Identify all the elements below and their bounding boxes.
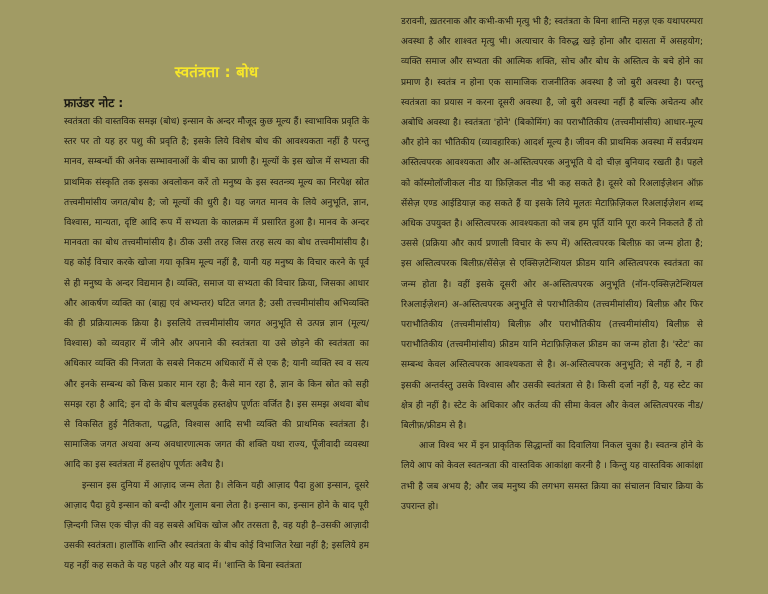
right-column — [401, 12, 703, 517]
left-paragraph-2: इन्सान इस दुनिया में आज़ाद जन्म लेता है। लेकिन यही आज़ाद पैदा हुआ इन्सान, दूसरे आज़ाद पैदा हुये इन्सान को बन्दी और गुलाम बना लेता है। इन्सान का, इन्सान होने के बाद पूरी ज़िन्दगी जिस एक चीज़ की वह सबसे अधिक खोज और तरसता है, वह यही है–उसकी आज़ादी उसकी स्वतंत्रता। हालाँकि शान्ति और स्वतंत्रता के बीच कोई विभाजित रेखा नहीं है; इसलिये हम यह नहीं कह सकते के यह पहले और यह बाद में। 'शान्ति के बिना स्वतंत्रता — [64, 480, 369, 572]
page-title: स्वतंत्रता : बोध — [174, 63, 259, 81]
right-paragraph-2: आज विश्व भर में इन प्राकृतिक सिद्धान्तों का दिवालिया निकल चुका है। स्वतन्त्र होने के लिये आप को केवल स्वतन्त्रता की वास्तविक आकांक्षा करनी है । किन्तु यह वास्तविक आकांक्षा तभी है जब अभय है; और जब मनुष्य की लगभग समस्त क्रिया का संचालन विचार क्रिया के उपरान्त हो। — [401, 441, 703, 512]
left-column — [64, 112, 369, 577]
left-paragraph-1: स्वतंत्रता की वास्तविक समझ (बोध) इन्सान के अन्दर मौजूद कुछ मूल्य हैं। स्वाभाविक प्रवृति के स्तर पर तो यह हर पशु की प्रवृति है; इसके लिये विशेष बोध की आवश्यकता नहीं है परन्तु मानव, सम्बन्धों की अनेक सम्भावनाओं के बीच का प्राणी है। मूल्यों के इस खोज में सभ्यता की प्राथमिक संस्कृति तक इसका अवलोकन करें तो मनुष्य के इस स्वतन्त्र्य मूल्य का निरपेक्ष स्रोत तत्त्वमीमांसीय जगत/बोध है; जो मूल्यों की धुरी है। यह जगत मानव के लिये अनुभूति, ज्ञान, विश्वास, मान्यता, दृष्टि आदि रूप में सभ्यता के कालक्रम में प्रसारित हुआ है। मानव के अन्दर मानवता का बोध तत्त्वमीमांसीय है। ठीक उसी तरह जिस तरह सत्य का बोध तत्त्वमीमांसीय है। यह कोई विचार करके खोजा गया कृत्रिम मूल्य नहीं है, यानी यह मनुष्य के विचार करने के पूर्व से ही मनुष्य के अन्दर विद्यमान है। व्यक्ति, समाज या सभ्यता की विचार क्रिया, जिसका आधार और आकर्षण व्यक्ति का (बाह्य एवं अभ्यन्तर) घटित जगत है; उसी तत्त्वमीमांसीय अभिव्यक्ति की ही प्रक्रियात्मक क्रिया है। इसलिये तत्त्वमीमांसीय जगत अनुभूति से उत्पन्न ज्ञान (मूल्य/विश्वास) को व्यवहार में जीने और अपनाने की स्वतंत्रता या उसे छोड़ने की स्वतंत्रता का अधिकार व्यक्ति की निजता के सबसे निकटम अधिकारों में से एक है; यानी व्यक्ति स्व व सत्य और इनके सम्बन्ध को किस प्रकार मान रहा है; कैसे मान रहा है, ज्ञान के किन स्रोत को सही समझ रहा है आदि; इन दो के बीच बलपूर्वक हस्तक्षेप पूर्णतः वर्जित है। इस समझ अथवा बोध से विकसित हुई नैतिकता, पद्धति, विश्वास आदि सभी व्यक्ति की प्राथमिक स्वतंत्रता है। सामाजिक जगत अथवा अन्य अवधारणात्मक जगत की शक्ति यथा राज्य, पूँजीवादी व्यवस्था आदि का इस स्वतंत्रता में हस्तक्षेप पूर्णतः अवैध है। — [64, 117, 369, 471]
right-paragraph-1: डरावनी, ख़तरनाक और कभी-कभी मृत्यु भी है; स्वतंत्रता के बिना शान्ति महज़ एक यथापरम्परा अवस्था है और शाश्वत मृत्यु भी। अत्याचार के विरुद्ध खड़े होना और दासता में असहयोग; व्यक्ति समाज और सभ्यता की आत्मिक शक्ति, सोच और बोध के अस्तित्व के बचे होने का प्रमाण है। स्वतंत्र न होना एक सामाजिक राजनीतिक अवस्था है जो बुरी अवस्था है। परन्तु स्वतंत्रता का प्रयास न करना दूसरी अवस्था है, जो बुरी अवस्था नहीं है बल्कि अचेतन्य और अबोधि अवस्था है। स्वतंत्रता 'होने' (बिकोमिंग) का पराभौतिकीय (तत्त्वमीमांसीय) आधार-मूल्य और होने का भौतिकीय (व्यावहारिक) आदर्श मूल्य है। जीवन की प्राथमिक अवस्था में सर्वप्रथम अस्तित्वपरक आवश्यकता और अ-अस्तित्वपरक अनुभूति ये दो चीज़ बुनियाद रखती है। पहले को कॉस्मोलॉजीकल नीड या फ़िज़िकल नीड भी कह सकते है। दूसरे को रिअलाईज़ेशन ऑफ़ सेंसेज़ एण्ड आईडियाज़ कह सकते हैं या इसके लिये मूलतः मेटाफ़िज़िकल रिअलाईज़ेशन शब्द अधिक उपयुक्त है। अस्तित्वपरक आवश्यकता को जब हम पूर्ति यानि पूरा करने निकलते हैं तो उससे (प्रक्रिया और कार्य प्रणाली विचार के रूप में) अस्तित्वपरक बिलीफ़ का जन्म होता है; इस अस्तित्वपरक बिलीफ़/सेंसेज़ से एक्सिज़टेन्शियल फ्रीडम यानि अस्तित्वपरक स्वतंत्रता का जन्म होता है। वहीं इसके दूसरी ओर अ-अस्तित्वपरक अनुभूति (नॉन-एक्सिज़टेन्शियल रिअलाईज़ेशन) अ-अस्तित्वपरक अनुभूति से पराभौतिकीय (तत्त्वमीमांसीय) बिलीफ़ और फिर पराभौतिकीय (तत्त्वमीमांसीय) बिलीफ़ और पराभौतिकीय (तत्त्वमीमांसीय) बिलीफ़ से पराभौतिकीय (तत्त्वमीमांसीय) फ्रीडम यानि मेटाफ़िज़िकल फ्रीडम का जन्म होता है। 'स्टेट' का सम्बन्ध केवल अस्तित्वपरक आवश्यकता से है। अ-अस्तित्वपरक अनुभूति; से नहीं है, न ही इसकी अन्तर्वस्तु उसके विश्वास और उसकी स्वतंत्रता से है। किसी दर्जा नहीं है, यह स्टेट का क्षेत्र ही नहीं है। स्टेट के अधिकार और कर्तव्य की सीमा केवल और केवल अस्तित्वपरक नीड/बिलीफ़/फ्रीडम से है। — [401, 17, 703, 432]
section-subheading: फ्राउंडर नोट : — [64, 96, 124, 110]
